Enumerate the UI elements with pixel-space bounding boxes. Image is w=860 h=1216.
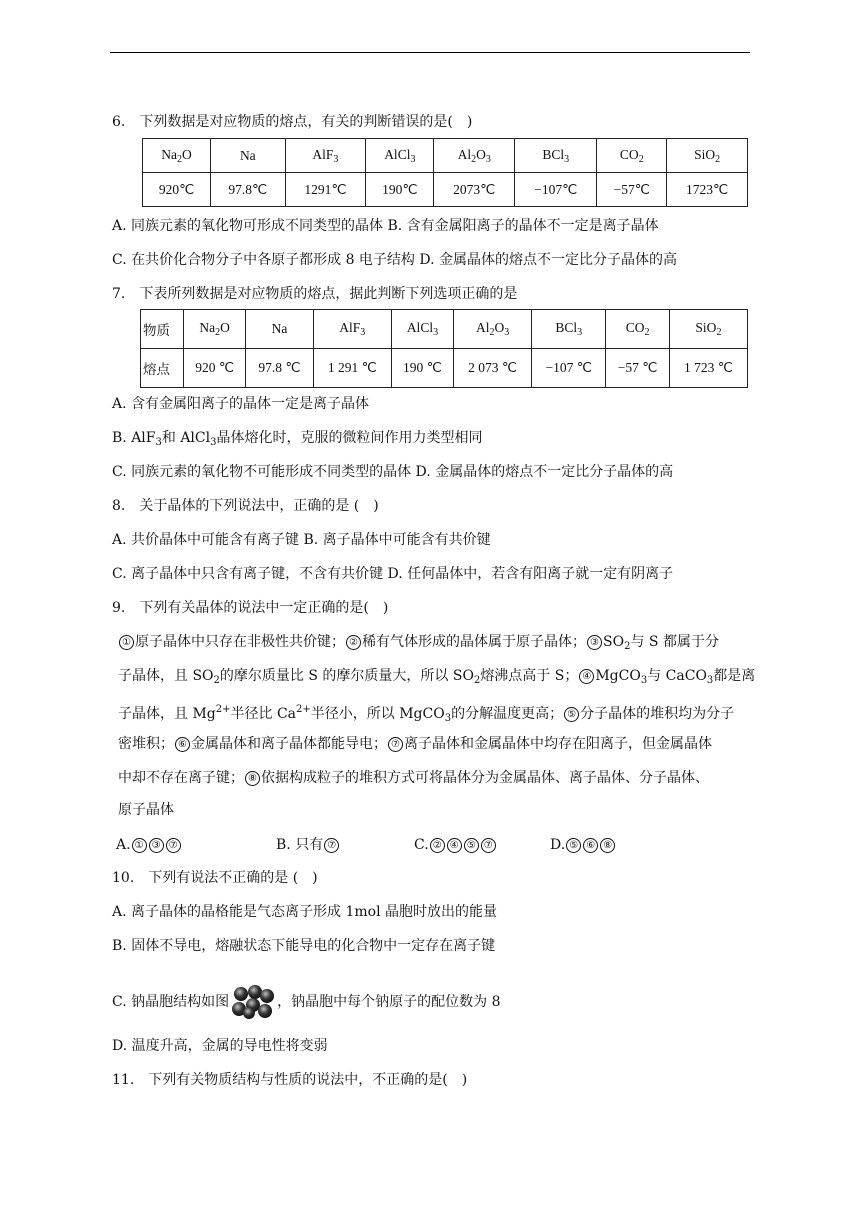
circled-number: ⑦: [481, 838, 496, 853]
formula-part: CO: [625, 320, 645, 335]
circled-number: ⑥: [175, 737, 190, 752]
circled-number: ①: [132, 838, 147, 853]
substance-cell: [667, 139, 748, 173]
q11-stem: 11. 下列有关物质结构与性质的说法中，不正确的是( ): [112, 1072, 468, 1088]
subscript: 3: [564, 153, 570, 165]
superscript: 2+: [215, 704, 231, 715]
q9-option-c: [414, 835, 497, 855]
subscript: 3: [360, 327, 366, 338]
q9-option-d: [550, 835, 616, 855]
formula-part: Al: [475, 320, 490, 335]
formula-part: O: [220, 320, 230, 335]
q10-stem: 10. 下列有说法不正确的是 ( ): [112, 870, 318, 886]
substance-cell: [211, 139, 285, 173]
circled-number: ⑥: [583, 838, 598, 853]
substance-cell: [366, 139, 434, 173]
substance-cell: [606, 310, 670, 349]
melting-point-cell: 97.8℃: [211, 173, 285, 207]
melting-point-cell: −107℃: [515, 173, 597, 207]
melting-point-cell: 190 ℃: [391, 349, 453, 388]
subscript: 2: [215, 327, 221, 338]
text: 中却不存在离子键；: [118, 770, 244, 786]
text: 半径小，所以 MgCO: [310, 706, 445, 722]
text: 都是离: [713, 668, 756, 684]
formula-part: AlCl: [384, 146, 411, 162]
text: 密堆积；: [118, 736, 174, 752]
subscript: 3: [706, 675, 714, 686]
option-label: A.: [116, 837, 131, 853]
formula-part: O: [476, 146, 486, 162]
formula-part: Na: [199, 320, 216, 335]
melting-point-cell: −107 ℃: [532, 349, 606, 388]
circled-number: ⑦: [166, 838, 181, 853]
subscript: 2: [473, 675, 481, 686]
text: 的分解温度更高；: [451, 706, 564, 722]
melting-point-cell: 2073℃: [434, 173, 515, 207]
circled-number: ⑧: [600, 838, 615, 853]
formula-part: CO: [619, 146, 639, 162]
q9-line-2: [118, 666, 755, 691]
substance-cell: [246, 310, 314, 349]
subscript: 3: [155, 437, 162, 448]
melting-point-cell: −57 ℃: [606, 349, 670, 388]
q7-option-b-part: 晶体熔化时，克服的微粒间作用力类型相同: [216, 430, 483, 446]
q9-option-b: [276, 835, 340, 855]
text: 子晶体，且 Mg: [118, 706, 216, 722]
text: 熔沸点高于 S；: [480, 668, 579, 684]
q6-stem: 6. 下列数据是对应物质的熔点，有关的判断错误的是( ): [112, 114, 473, 130]
q7-option-b-part: 和 AlCl: [161, 430, 211, 446]
circled-number: ④: [579, 669, 594, 684]
circled-number: ②: [346, 635, 361, 650]
text: 稀有气体形成的晶体属于原子晶体；: [362, 634, 586, 650]
text: ，钠晶胞中每个钠原子的配位数为 8: [277, 994, 501, 1010]
formula-part: AlCl: [406, 320, 434, 335]
substance-cell: [285, 139, 366, 173]
substance-cell: [597, 139, 667, 173]
substance-cell: [515, 139, 597, 173]
melting-point-cell: 1 723 ℃: [669, 349, 747, 388]
formula-part: Al: [457, 146, 472, 162]
q6-options-ab: A. 同族元素的氧化物可形成不同类型的晶体 B. 含有金属阳离子的晶体不一定是离子晶体: [112, 218, 659, 234]
q10-option-b: B. 固体不导电，熔融状态下能导电的化合物中一定存在离子键: [112, 938, 496, 954]
circled-number: ⑤: [564, 707, 579, 722]
substance-cell: [391, 310, 453, 349]
circled-number: ⑤: [566, 838, 581, 853]
subscript: 2: [716, 327, 722, 338]
text: 的摩尔质量比 S 的摩尔质量大，所以 SO: [219, 668, 474, 684]
circled-number: ⑤: [464, 838, 479, 853]
q9-line-5: [118, 768, 709, 788]
subscript: 3: [485, 153, 491, 165]
melting-point-cell: 920 ℃: [184, 349, 246, 388]
substance-cell: [669, 310, 747, 349]
subscript: 2: [213, 675, 220, 686]
q9-line-6: 原子晶体: [118, 802, 174, 818]
subscript: 3: [444, 713, 452, 724]
row-label-melting-point: 熔点: [141, 349, 184, 388]
substance-cell: [313, 310, 391, 349]
circled-number: ⑦: [388, 737, 403, 752]
formula-part: O: [494, 320, 505, 335]
formula-part: BCl: [555, 320, 578, 335]
text: MgCO: [595, 668, 641, 684]
q9-line-3: [118, 700, 734, 729]
circled-number: ④: [447, 838, 462, 853]
q10-option-a: A. 离子晶体的晶格能是气态离子形成 1mol 晶胞时放出的能量: [112, 904, 497, 920]
subscript: 2: [471, 153, 477, 165]
melting-point-cell: 2 073 ℃: [454, 349, 532, 388]
text: 金属晶体和离子晶体都能导电；: [191, 736, 387, 752]
text: 半径比 Ca: [230, 706, 297, 722]
option-label: C.: [414, 837, 429, 853]
subscript: 3: [640, 675, 648, 686]
sodium-crystal-cell-image: [231, 985, 275, 1019]
subscript: 3: [410, 153, 416, 165]
substance-cell: [434, 139, 515, 173]
text: 与 CaCO: [647, 668, 707, 684]
formula-part: Na: [239, 147, 256, 163]
text: 依据构成粒子的堆积方式可将晶体分为金属晶体、离子晶体、分子晶体、: [261, 770, 709, 786]
superscript: 2+: [296, 704, 311, 715]
melting-point-cell: 1723℃: [667, 173, 748, 207]
subscript: 3: [577, 327, 583, 338]
text: C. 钠晶胞结构如图: [112, 994, 230, 1010]
q9-stem: 9. 下列有关晶体的说法中一定正确的是( ): [112, 600, 389, 616]
subscript: 3: [333, 153, 339, 165]
q9-line-1: [118, 632, 719, 657]
q10-option-d: D. 温度升高，金属的导电性将变弱: [112, 1038, 328, 1054]
circled-number: ②: [430, 838, 445, 853]
formula-part: Na: [161, 146, 178, 162]
subscript: 3: [504, 327, 510, 338]
subscript: 2: [638, 153, 644, 165]
formula-part: O: [182, 146, 192, 162]
q7-stem: 7. 下表所列数据是对应物质的熔点，据此判断下列选项正确的是: [112, 286, 518, 302]
q7-options-cd: C. 同族元素的氧化物不可能形成不同类型的晶体 D. 金属晶体的熔点不一定比分子晶体的高: [112, 464, 674, 480]
header-rule: [110, 52, 750, 53]
circled-number: ⑧: [245, 771, 260, 786]
circled-number: ⑦: [324, 838, 339, 853]
formula-part: Na: [271, 321, 288, 336]
q7-option-b-part: B. AlF: [112, 430, 156, 446]
circled-number: ①: [119, 635, 134, 650]
subscript: 2: [644, 327, 650, 338]
text: SO: [603, 634, 625, 650]
q9-line-4: [118, 734, 712, 754]
substance-cell: [184, 310, 246, 349]
text: 原子晶体中只存在非极性共价键；: [135, 634, 345, 650]
subscript: 2: [177, 153, 183, 165]
option-label: D.: [550, 837, 566, 853]
q6-melting-point-table: [142, 138, 748, 207]
melting-point-cell: 1 291 ℃: [313, 349, 391, 388]
text: 与 S 都属于分: [630, 634, 719, 650]
formula-part: AlF: [312, 146, 334, 162]
melting-point-cell: 920℃: [143, 173, 211, 207]
q7-melting-point-table: [140, 309, 748, 388]
melting-point-cell: 190℃: [366, 173, 434, 207]
circled-number: ③: [149, 838, 164, 853]
subscript: 3: [210, 437, 217, 448]
q10-option-c: [112, 985, 500, 1019]
q7-option-a: A. 含有金属阳离子的晶体一定是离子晶体: [112, 396, 370, 412]
substance-cell: [532, 310, 606, 349]
formula-part: AlF: [339, 320, 361, 335]
text: 分子晶体的堆积均为分子: [580, 706, 735, 722]
subscript: 2: [715, 153, 721, 165]
q8-options-cd: C. 离子晶体中只含有离子键，不含有共价键 D. 任何晶体中，若含有阳离子就一定有阴离子: [112, 566, 674, 582]
formula-part: SiO: [694, 146, 716, 162]
melting-point-cell: −57℃: [597, 173, 667, 207]
melting-point-cell: 1291℃: [285, 173, 366, 207]
text: 子晶体，且 SO: [118, 668, 214, 684]
option-label: B. 只有: [276, 837, 324, 853]
q6-options-cd: C. 在共价化合物分子中各原子都形成 8 电子结构 D. 金属晶体的熔点不一定比分子晶体的高: [112, 252, 677, 268]
subscript: 2: [624, 641, 631, 652]
q9-option-a: [116, 835, 182, 855]
substance-cell: [454, 310, 532, 349]
circled-number: ③: [587, 635, 602, 650]
q7-option-b: [112, 428, 482, 453]
q8-options-ab: A. 共价晶体中可能含有离子键 B. 离子晶体中可能含有共价键: [112, 532, 491, 548]
melting-point-cell: 97.8 ℃: [246, 349, 314, 388]
substance-cell: [143, 139, 211, 173]
subscript: 2: [489, 327, 495, 338]
formula-part: SiO: [695, 320, 717, 335]
subscript: 3: [433, 327, 439, 338]
q8-stem: 8. 关于晶体的下列说法中，正确的是 ( ): [112, 498, 379, 514]
row-label-substance: 物质: [141, 310, 184, 349]
text: 离子晶体和金属晶体中均存在阳离子，但金属晶体: [404, 736, 712, 752]
formula-part: BCl: [542, 146, 565, 162]
